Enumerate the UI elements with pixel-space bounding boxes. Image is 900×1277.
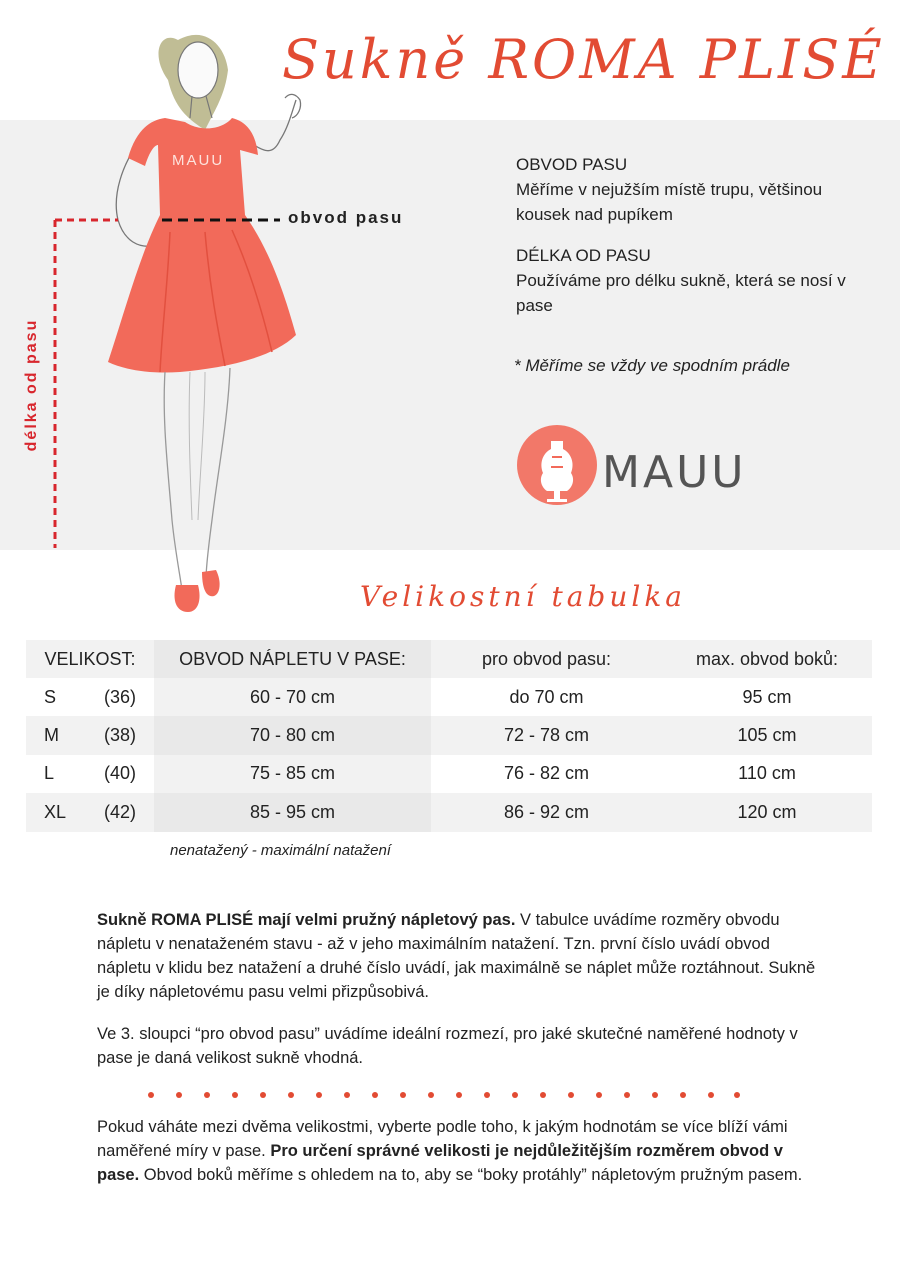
shirt-logo-text: MAUU <box>172 152 225 169</box>
size-number: (36) <box>103 686 136 707</box>
hips-cell: 120 cm <box>662 793 872 831</box>
table-row <box>26 793 872 831</box>
knit-waist-cell: 85 - 95 cm <box>154 793 431 831</box>
table-row <box>26 755 872 793</box>
waist-cell: 72 - 78 cm <box>431 716 662 754</box>
waist-cell: 86 - 92 cm <box>431 793 662 831</box>
size-letter: S <box>44 686 57 707</box>
waist-cell: do 70 cm <box>509 686 584 707</box>
size-letter: M <box>44 725 59 746</box>
hips-cell: 110 cm <box>738 763 796 784</box>
logo-text: MAUU <box>602 447 747 498</box>
table-header-row <box>26 640 872 678</box>
knit-waist-cell: 60 - 70 cm <box>154 678 431 716</box>
header-knit-waist: OBVOD NÁPLETU V PASE: <box>154 640 431 678</box>
table-footnote: nenatažený - maximální natažení <box>170 842 391 859</box>
size-number: (38) <box>103 725 136 746</box>
paragraph-text: Pokud váháte mezi dvěma velikostmi, vyberte podle toho, k jakým hodnotám se více blíží vámi naměřené míry v pase. <box>97 1118 788 1160</box>
paragraph-bold: Pro určení správné velikosti je nejdůležitějším rozměrem obvod v pase. <box>97 1142 783 1184</box>
paragraph-elastic-waist <box>97 908 817 1004</box>
table-row <box>26 716 872 754</box>
knit-waist-cell: 70 - 80 cm <box>154 716 431 754</box>
table-row <box>26 678 872 716</box>
size-table <box>26 640 872 832</box>
size-letter: XL <box>44 801 67 822</box>
size-number: (40) <box>103 763 136 784</box>
paragraph-text-end: Obvod boků měříme s ohledem na to, aby se “boky protáhly” nápletovým pružným pasem. <box>139 1166 803 1184</box>
hips-cell: 105 cm <box>662 716 872 754</box>
paragraph-bold: Sukně ROMA PLISÉ mají velmi pružný nápletový pas. <box>97 911 516 929</box>
waist-cell: 76 - 82 cm <box>503 763 590 784</box>
underwear-note: * Měříme se vždy ve spodním prádle <box>514 356 790 375</box>
waist-description: Měříme v nejužším místě trupu, většinou kousek nad pupíkem <box>516 180 823 224</box>
waist-label: obvod pasu <box>288 208 404 227</box>
size-letter: L <box>44 763 55 784</box>
dotted-divider <box>147 1089 747 1101</box>
header-waist: pro obvod pasu: <box>431 640 662 678</box>
hips-cell: 95 cm <box>742 686 792 707</box>
length-description: Používáme pro délku sukně, která se nosí v pase <box>516 271 846 315</box>
length-label: délka od pasu <box>23 318 40 452</box>
paragraph-text: V tabulce uvádíme rozměry obvodu nápletu v nenataženém stavu - až v jeho maximálním natažení. Tzn. první číslo uvádí obvod nápletu v klidu bez natažení a druhé číslo uvádí, jak maximálně se náplet může roztáhnout. Sukně je díky nápletovému pasu velmi přizpůsobivá. <box>97 911 816 1001</box>
paragraph-size-choice <box>97 1115 817 1187</box>
header-size: VELIKOST: <box>26 640 154 678</box>
header-hips: max. obvod boků: <box>662 640 872 678</box>
page-title: Sukně ROMA PLISÉ <box>282 28 885 91</box>
waist-heading: OBVOD PASU <box>516 155 628 174</box>
paragraph-third-column: Ve 3. sloupci “pro obvod pasu” uvádíme ideální rozmezí, pro jaké skutečné naměřené hodnoty v pase je daná velikost sukně vhodná. <box>97 1025 798 1067</box>
model-illustration <box>40 10 460 630</box>
size-table-title: Velikostní tabulka <box>360 580 686 613</box>
knit-waist-cell: 75 - 85 cm <box>154 755 431 793</box>
length-heading: DÉLKA OD PASU <box>516 246 651 265</box>
size-number: (42) <box>103 801 136 822</box>
measurement-info <box>516 152 846 334</box>
